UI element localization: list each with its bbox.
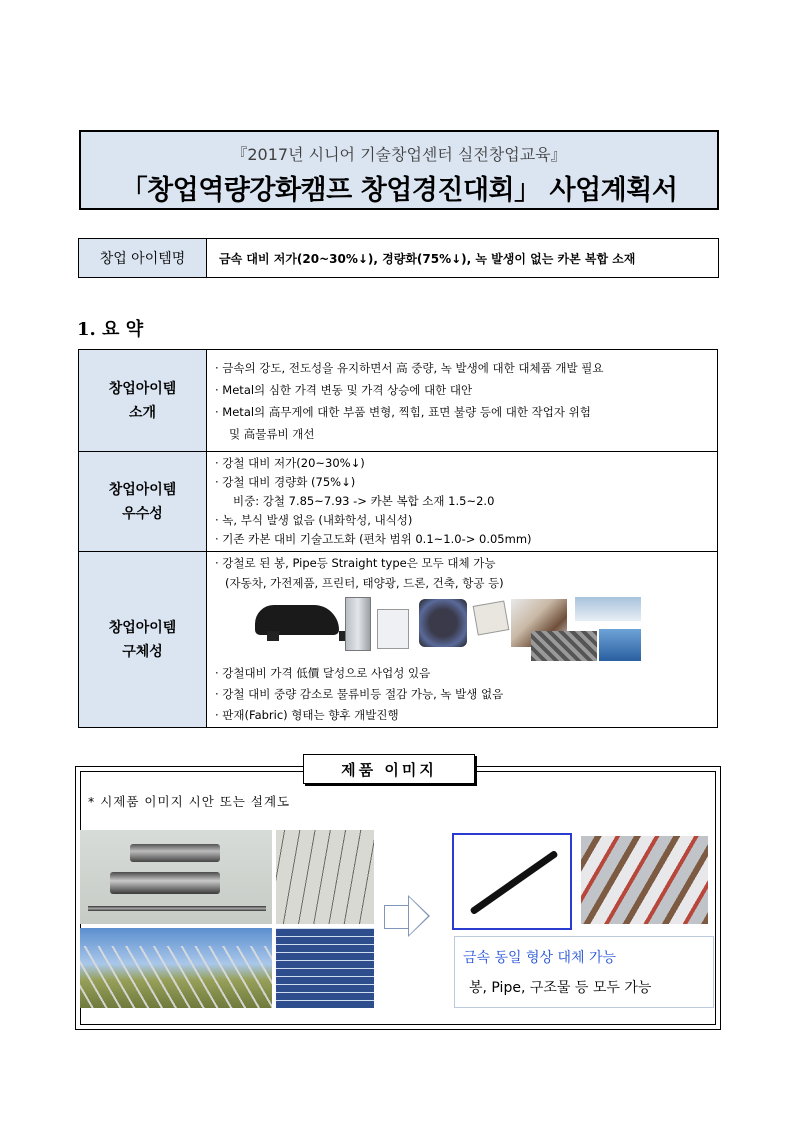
text-line: (자동차, 가전제품, 프린터, 태양광, 드론, 건축, 항공 등) bbox=[225, 576, 504, 590]
solar-frame-photo bbox=[80, 928, 272, 1008]
robot-cleaner-photo bbox=[419, 599, 467, 647]
item-name-label: 창업 아이템명 bbox=[79, 239, 207, 277]
item-name-box bbox=[78, 238, 719, 278]
text-line: 및 高물류비 개선 bbox=[229, 426, 315, 441]
summary-label-intro bbox=[79, 350, 207, 452]
summary-row-excellence bbox=[79, 452, 718, 552]
arrow-head bbox=[408, 895, 430, 937]
application-photos bbox=[215, 593, 711, 663]
text-line: · 강철 대비 중량 감소로 물류비등 절감 가능, 녹 발생 없음 bbox=[215, 687, 504, 701]
replacement-callout bbox=[454, 936, 714, 1008]
document-subtitle: 『2017년 시니어 기술창업센터 실전창업교육』 bbox=[231, 145, 567, 164]
text-line: · 기존 카본 대비 기술고도화 (편차 범위 0.1~1.0-> 0.05mm) bbox=[215, 532, 532, 546]
label-line: 창업아이템 bbox=[108, 380, 177, 397]
summary-text-intro bbox=[207, 350, 718, 452]
product-image-note: * 시제품 이미지 시안 또는 설계도 bbox=[88, 794, 291, 809]
summary-text-specifics bbox=[207, 552, 718, 728]
label-line: 구체성 bbox=[122, 643, 163, 660]
text-line: · 강철대비 가격 低價 달성으로 사업성 있음 bbox=[215, 666, 431, 680]
thin-rods-photo bbox=[276, 830, 374, 924]
car-photo bbox=[255, 605, 339, 635]
summary-text-excellence bbox=[207, 452, 718, 552]
summary-label-excellence bbox=[79, 452, 207, 552]
callout-line-2: 봉, Pipe, 구조물 등 모두 가능 bbox=[469, 980, 652, 996]
metal-profiles-photo bbox=[581, 836, 708, 924]
summary-table bbox=[78, 349, 718, 728]
product-image-title: 제품 이미지 bbox=[303, 754, 475, 784]
refrigerator-photo bbox=[345, 597, 371, 651]
item-name-value: 금속 대비 저가(20~30%↓), 경량화(75%↓), 녹 발생이 없는 카본 복합 소재 bbox=[219, 251, 636, 266]
document-title: 「창업역량강화캠프 창업경진대회」 사업계획서 bbox=[120, 175, 678, 206]
prototype-rods-photo bbox=[80, 830, 272, 924]
text-line: · 판재(Fabric) 형태는 향후 개발진행 bbox=[215, 708, 399, 722]
sea-photo bbox=[599, 629, 641, 661]
label-line: 우수성 bbox=[122, 505, 163, 522]
rod-shape bbox=[110, 872, 220, 894]
carbon-rod-photo bbox=[452, 833, 572, 930]
label-line: 창업아이템 bbox=[108, 481, 177, 498]
washing-machine-photo bbox=[377, 609, 409, 649]
airplane-photo bbox=[575, 597, 641, 621]
text-line: 비중: 강철 7.85~7.93 -> 카본 복합 소재 1.5~2.0 bbox=[233, 494, 495, 508]
callout-line-1: 금속 동일 형상 대체 가능 bbox=[463, 950, 617, 966]
label-line: 창업아이템 bbox=[108, 619, 177, 636]
rod-shape bbox=[88, 906, 266, 911]
text-line: · 금속의 강도, 전도성을 유지하면서 高 중량, 녹 발생에 대한 대체품 개발 필요 bbox=[215, 360, 604, 375]
text-line: · Metal의 심한 가격 변동 및 가격 상승에 대한 대안 bbox=[215, 382, 473, 397]
text-line: · Metal의 高무게에 대한 부품 변형, 찍힘, 표면 불량 등에 대한 작업자 위험 bbox=[215, 404, 591, 419]
solar-panel-photo bbox=[276, 928, 374, 1008]
arrow-shaft bbox=[384, 905, 411, 929]
label-line: 소개 bbox=[128, 404, 157, 421]
text-line: · 강철 대비 저가(20~30%↓) bbox=[215, 456, 365, 470]
summary-row-specifics bbox=[79, 552, 718, 728]
engine-parts-photo bbox=[531, 631, 597, 661]
text-line: · 강철로 된 봉, Pipe등 Straight type은 모두 대체 가능 bbox=[215, 556, 496, 570]
summary-label-specifics bbox=[79, 552, 207, 728]
printer-photo bbox=[473, 600, 510, 635]
text-line: · 녹, 부식 발생 없음 (내화학성, 내식성) bbox=[215, 513, 413, 527]
document-title-box bbox=[79, 130, 719, 210]
section-heading-summary: 1. 요 약 bbox=[77, 319, 144, 340]
rod-shape bbox=[130, 844, 220, 862]
summary-row-intro bbox=[79, 350, 718, 452]
text-line: · 강철 대비 경량화 (75%↓) bbox=[215, 475, 356, 489]
